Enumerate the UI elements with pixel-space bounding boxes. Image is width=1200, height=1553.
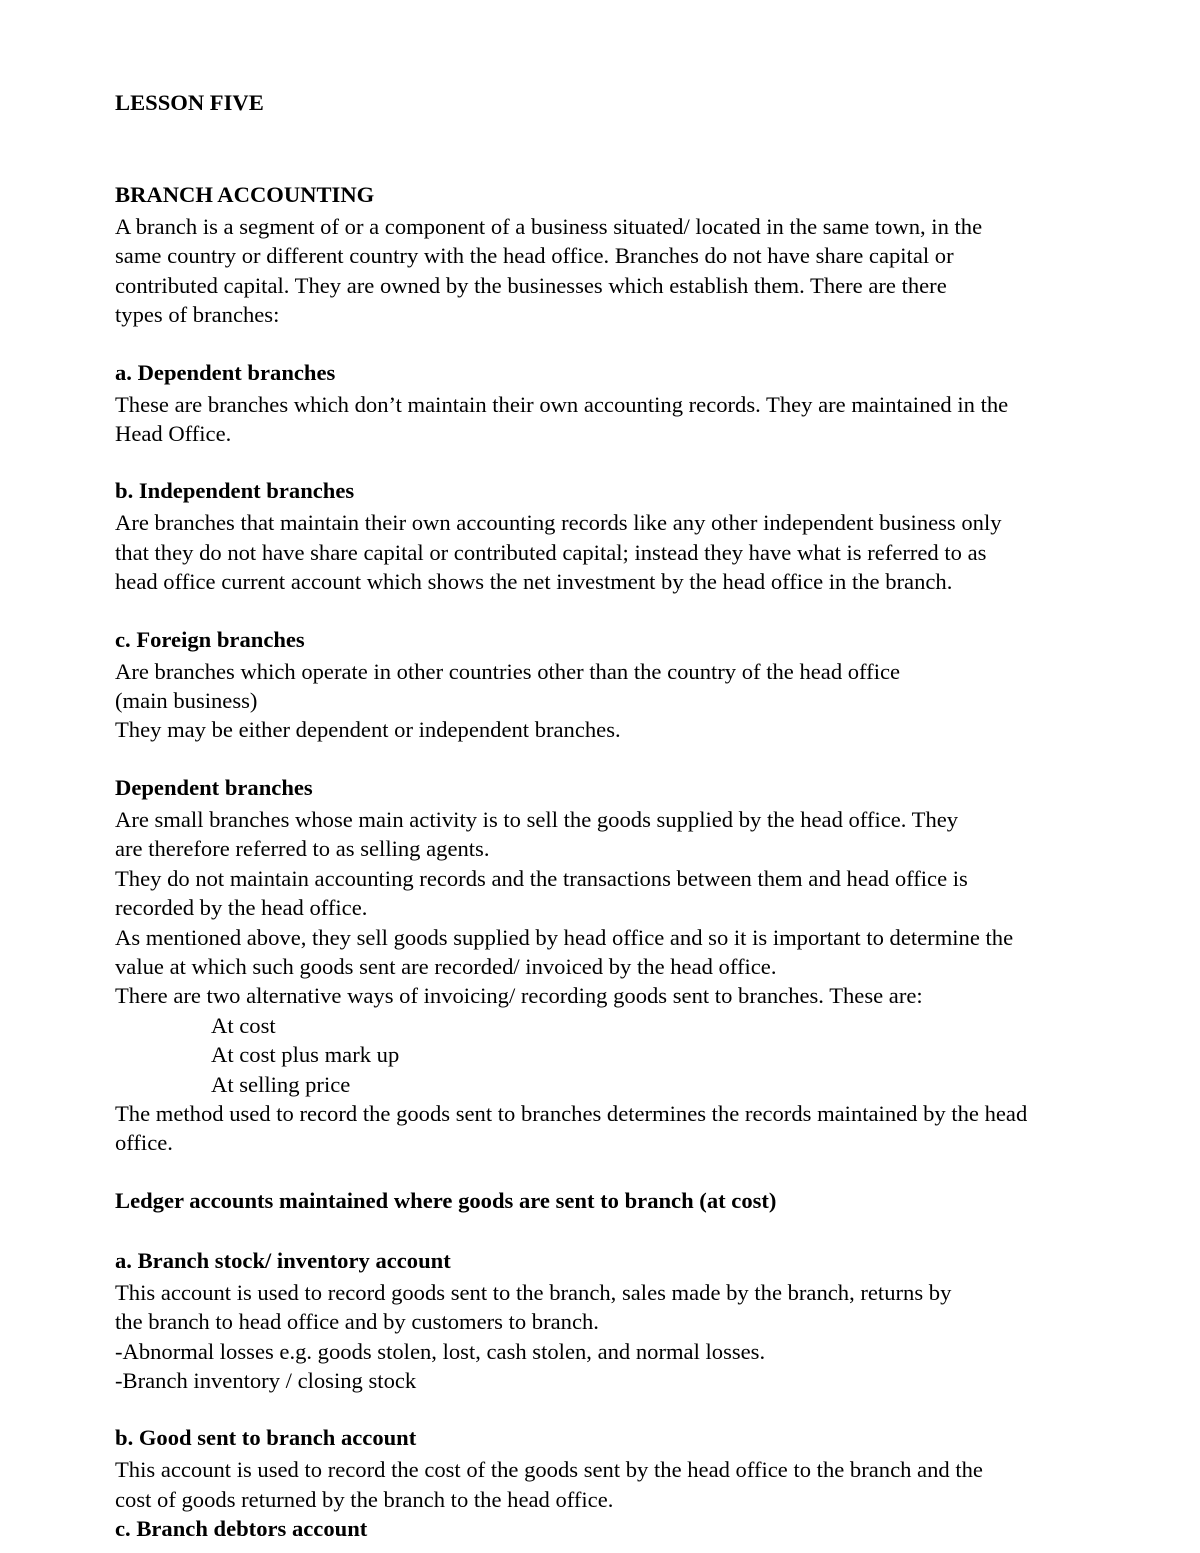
document-page [115, 86, 1160, 1544]
paragraph-line: -Abnormal losses e.g. goods stolen, lost, cash stolen, and normal losses. [115, 1338, 766, 1364]
stock-account-paragraph [115, 1278, 1160, 1396]
spacer [115, 1218, 1160, 1244]
paragraph-line: cost of goods returned by the branch to the head office. [115, 1486, 614, 1512]
intro-line: types of branches: [115, 302, 280, 328]
spacer [115, 1395, 1160, 1421]
dependent-section-paragraph [115, 805, 1160, 1158]
spacer [115, 745, 1160, 771]
spacer [115, 448, 1160, 474]
stock-account-heading: a. Branch stock/ inventory account [115, 1247, 451, 1273]
dependent-type-heading: a. Dependent branches [115, 359, 336, 385]
paragraph-line: This account is used to record goods sent to the branch, sales made by the branch, returns by [115, 1279, 952, 1305]
paragraph-line: Are small branches whose main activity is to sell the goods supplied by the head office. They [115, 806, 959, 832]
section-title: BRANCH ACCOUNTING [115, 182, 375, 207]
lesson-title: LESSON FIVE [115, 90, 264, 115]
paragraph-line: (main business) [115, 688, 258, 714]
dependent-section-heading: Dependent branches [115, 774, 313, 800]
paragraph-line: They may be either dependent or independent branches. [115, 717, 621, 743]
intro-paragraph [115, 212, 1160, 330]
spacer [115, 120, 1160, 178]
paragraph-line: There are two alternative ways of invoicing/ recording goods sent to branches. These are: [115, 983, 923, 1009]
paragraph-line: Are branches that maintain their own accounting records like any other independent business only [115, 510, 1002, 536]
paragraph-line: head office current account which shows the net investment by the head office in the branch. [115, 569, 953, 595]
paragraph-line: office. [115, 1130, 173, 1156]
foreign-type-paragraph [115, 657, 1160, 745]
foreign-type-heading: c. Foreign branches [115, 626, 305, 652]
paragraph-line: They do not maintain accounting records and the transactions between them and head office is [115, 865, 968, 891]
spacer [115, 597, 1160, 623]
goods-sent-account-paragraph [115, 1455, 1160, 1514]
paragraph-line: -Branch inventory / closing stock [115, 1367, 417, 1393]
paragraph-line: recorded by the head office. [115, 895, 368, 921]
paragraph-line: Are branches which operate in other countries other than the country of the head office [115, 658, 901, 684]
paragraph-line: The method used to record the goods sent to branches determines the records maintained by the head [115, 1100, 1028, 1126]
paragraph-line: are therefore referred to as selling agents. [115, 836, 490, 862]
spacer [115, 1158, 1160, 1184]
paragraph-line: that they do not have share capital or contributed capital; instead they have what is referred to as [115, 539, 987, 565]
paragraph-line: As mentioned above, they sell goods supplied by head office and so it is important to determine the [115, 924, 1014, 950]
goods-sent-account-heading: b. Good sent to branch account [115, 1425, 417, 1451]
method-item: At selling price [211, 1071, 351, 1097]
independent-type-paragraph [115, 508, 1160, 596]
ledger-section-heading: Ledger accounts maintained where goods are sent to branch (at cost) [115, 1187, 777, 1213]
paragraph-line: This account is used to record the cost of the goods sent by the head office to the branch and the [115, 1457, 983, 1483]
method-item: At cost [211, 1012, 276, 1038]
paragraph-line: Head Office. [115, 421, 232, 447]
intro-line: contributed capital. They are owned by the businesses which establish them. There are there [115, 272, 947, 298]
intro-line: A branch is a segment of or a component of a business situated/ located in the same town, in the [115, 214, 983, 239]
independent-type-heading: b. Independent branches [115, 478, 355, 504]
paragraph-line: value at which such goods sent are recorded/ invoiced by the head office. [115, 953, 777, 979]
paragraph-line: These are branches which don’t maintain their own accounting records. They are maintained in the [115, 391, 1009, 417]
intro-line: same country or different country with the head office. Branches do not have share capital or [115, 243, 954, 269]
spacer [115, 330, 1160, 356]
paragraph-line: the branch to head office and by customers to branch. [115, 1309, 599, 1335]
dependent-type-paragraph [115, 390, 1160, 449]
method-item: At cost plus mark up [211, 1042, 400, 1068]
debtors-account-heading: c. Branch debtors account [115, 1516, 368, 1542]
